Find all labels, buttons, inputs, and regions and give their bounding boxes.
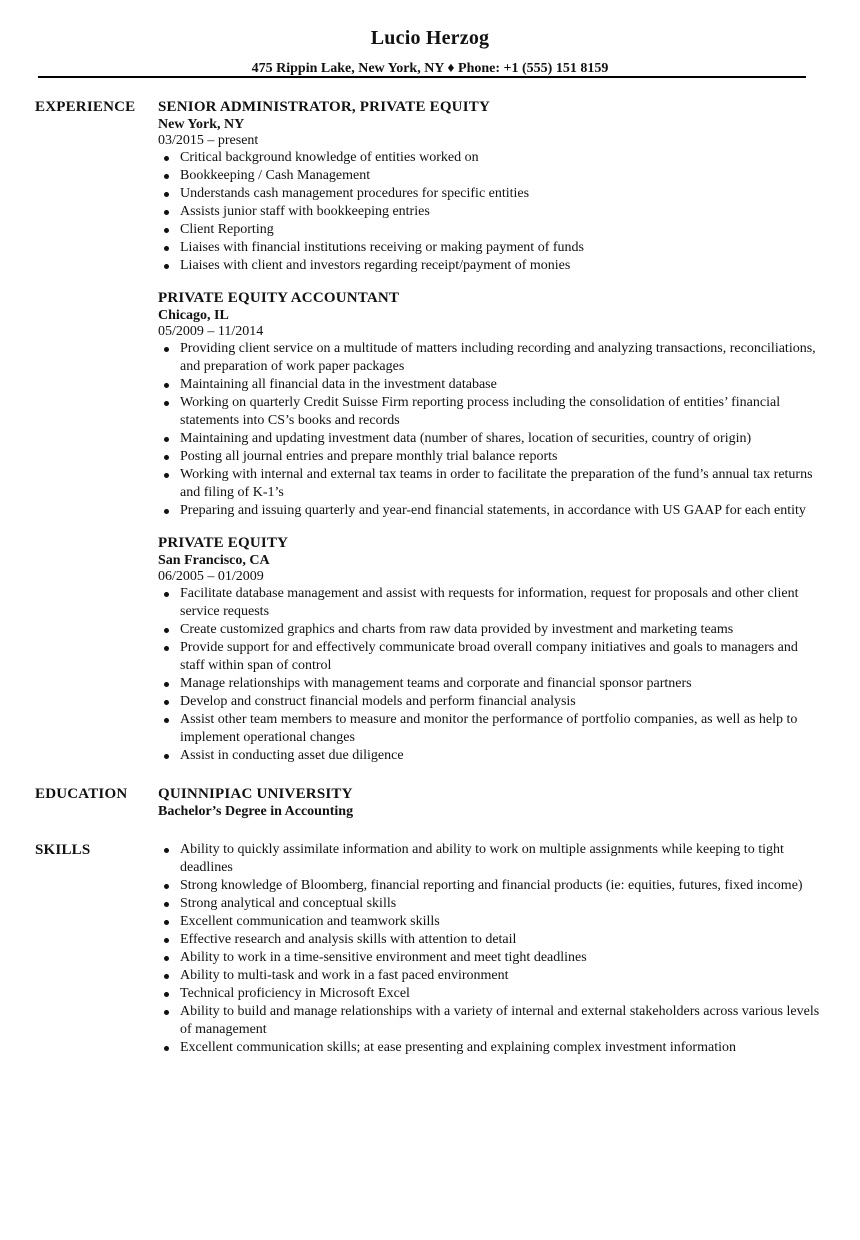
skill-text: Strong knowledge of Bloomberg, financial reporting and financial products (ie: equities, futures, fixed income) bbox=[180, 878, 803, 893]
bullet-item bbox=[158, 340, 820, 376]
bullet-icon bbox=[164, 437, 169, 442]
job-location: San Francisco, CA bbox=[158, 553, 270, 568]
job-dates: 05/2009 – 11/2014 bbox=[158, 324, 264, 339]
education-section bbox=[0, 785, 860, 821]
skill-text: Excellent communication and teamwork skills bbox=[180, 914, 440, 929]
bullet-icon bbox=[164, 1046, 169, 1051]
job-title: PRIVATE EQUITY ACCOUNTANT bbox=[158, 290, 400, 306]
bullet-icon bbox=[164, 628, 169, 633]
bullet-text: Create customized graphics and charts from raw data provided by investment and marketing teams bbox=[180, 622, 734, 637]
job-dates: 06/2005 – 01/2009 bbox=[158, 569, 264, 584]
bullet-item bbox=[158, 167, 820, 185]
bullet-icon bbox=[164, 974, 169, 979]
bullet-text: Assist other team members to measure and monitor the performance of portfolio companies, as well as help to implement operational changes bbox=[180, 712, 798, 745]
bullet-icon bbox=[164, 383, 169, 388]
skill-item bbox=[158, 967, 820, 985]
bullet-icon bbox=[164, 228, 169, 233]
skill-item bbox=[158, 985, 820, 1003]
bullet-text: Assist in conducting asset due diligence bbox=[180, 748, 404, 763]
bullet-item bbox=[158, 585, 820, 621]
resume-body bbox=[0, 98, 860, 1057]
bullet-item bbox=[158, 185, 820, 203]
job-entry bbox=[158, 289, 820, 520]
bullet-text: Providing client service on a multitude of matters including recording and analyzing transactions, reconciliations, and preparation of work paper packages bbox=[180, 341, 816, 374]
contact-line: 475 Rippin Lake, New York, NY ♦ Phone: +1 (555) 151 8159 bbox=[251, 61, 609, 76]
bullet-icon bbox=[164, 264, 169, 269]
skills-heading: SKILLS bbox=[35, 842, 91, 858]
bullet-icon bbox=[164, 700, 169, 705]
bullet-item bbox=[158, 747, 820, 765]
job-bullets bbox=[158, 340, 820, 520]
skill-item bbox=[158, 841, 820, 877]
job-title: PRIVATE EQUITY bbox=[158, 535, 289, 551]
job-location: New York, NY bbox=[158, 117, 245, 132]
bullet-icon bbox=[164, 347, 169, 352]
bullet-icon bbox=[164, 682, 169, 687]
candidate-name: Lucio Herzog bbox=[370, 27, 490, 49]
skill-item bbox=[158, 1039, 820, 1057]
skill-item bbox=[158, 949, 820, 967]
job-entry bbox=[158, 98, 820, 275]
bullet-item bbox=[158, 448, 820, 466]
bullet-item bbox=[158, 221, 820, 239]
bullet-icon bbox=[164, 246, 169, 251]
bullet-text: Understands cash management procedures for specific entities bbox=[180, 186, 530, 201]
bullet-icon bbox=[164, 473, 169, 478]
skill-text: Ability to build and manage relationships with a variety of internal and external stakeholders across various levels of management bbox=[180, 1004, 820, 1037]
skill-text: Technical proficiency in Microsoft Excel bbox=[180, 986, 410, 1001]
bullet-item bbox=[158, 376, 820, 394]
job-location: Chicago, IL bbox=[158, 308, 229, 323]
skill-text: Ability to multi-task and work in a fast paced environment bbox=[180, 968, 509, 983]
bullet-text: Liaises with client and investors regarding receipt/payment of monies bbox=[180, 258, 571, 273]
job-title: SENIOR ADMINISTRATOR, PRIVATE EQUITY bbox=[158, 99, 490, 115]
bullet-text: Maintaining and updating investment data (number of shares, location of securities, country of origin) bbox=[180, 431, 752, 446]
bullet-item bbox=[158, 711, 820, 747]
bullet-icon bbox=[164, 902, 169, 907]
bullet-text: Liaises with financial institutions receiving or making payment of funds bbox=[180, 240, 584, 255]
resume-header bbox=[0, 0, 860, 78]
bullet-text: Maintaining all financial data in the investment database bbox=[180, 377, 497, 392]
bullet-item bbox=[158, 466, 820, 502]
skill-text: Strong analytical and conceptual skills bbox=[180, 896, 397, 911]
skill-item bbox=[158, 931, 820, 949]
bullet-icon bbox=[164, 956, 169, 961]
bullet-item bbox=[158, 203, 820, 221]
skill-text: Ability to work in a time-sensitive environment and meet tight deadlines bbox=[180, 950, 587, 965]
header-divider bbox=[38, 76, 806, 78]
job-bullets bbox=[158, 585, 820, 765]
bullet-icon bbox=[164, 192, 169, 197]
bullet-item bbox=[158, 394, 820, 430]
job-entry bbox=[158, 534, 820, 765]
bullet-icon bbox=[164, 455, 169, 460]
skill-item bbox=[158, 877, 820, 895]
bullet-text: Preparing and issuing quarterly and year-end financial statements, in accordance with US GAAP for each entity bbox=[180, 503, 806, 518]
bullet-icon bbox=[164, 848, 169, 853]
bullet-item bbox=[158, 675, 820, 693]
job-bullets bbox=[158, 149, 820, 275]
bullet-icon bbox=[164, 884, 169, 889]
bullet-text: Working with internal and external tax teams in order to facilitate the preparation of the fund’s annual tax returns and filing of K-1’s bbox=[180, 467, 813, 500]
bullet-item bbox=[158, 149, 820, 167]
bullet-text: Working on quarterly Credit Suisse Firm reporting process including the consolidation of entities’ financial statements into CS’s books and records bbox=[180, 395, 781, 428]
bullet-text: Assists junior staff with bookkeeping entries bbox=[180, 204, 430, 219]
bullet-icon bbox=[164, 718, 169, 723]
bullet-item bbox=[158, 239, 820, 257]
skill-item bbox=[158, 913, 820, 931]
skill-text: Excellent communication skills; at ease presenting and explaining complex investment information bbox=[180, 1040, 736, 1055]
bullet-text: Facilitate database management and assist with requests for information, request for proposals and other client service requests bbox=[180, 586, 799, 619]
skills-list bbox=[158, 841, 820, 1057]
bullet-icon bbox=[164, 920, 169, 925]
bullet-icon bbox=[164, 1010, 169, 1015]
bullet-icon bbox=[164, 174, 169, 179]
bullet-item bbox=[158, 621, 820, 639]
experience-heading: EXPERIENCE bbox=[35, 99, 136, 115]
bullet-item bbox=[158, 430, 820, 448]
bullet-icon bbox=[164, 592, 169, 597]
bullet-item bbox=[158, 639, 820, 675]
bullet-icon bbox=[164, 754, 169, 759]
bullet-item bbox=[158, 693, 820, 711]
skill-text: Ability to quickly assimilate information and ability to work on multiple assignments while keeping to tight deadlines bbox=[180, 842, 784, 875]
experience-section bbox=[0, 98, 860, 765]
school-name: QUINNIPIAC UNIVERSITY bbox=[158, 786, 353, 802]
bullet-icon bbox=[164, 156, 169, 161]
degree-name: Bachelor’s Degree in Accounting bbox=[158, 804, 354, 819]
bullet-item bbox=[158, 257, 820, 275]
bullet-icon bbox=[164, 509, 169, 514]
job-dates: 03/2015 – present bbox=[158, 133, 259, 148]
bullet-icon bbox=[164, 646, 169, 651]
bullet-text: Develop and construct financial models and perform financial analysis bbox=[180, 694, 576, 709]
bullet-icon bbox=[164, 210, 169, 215]
bullet-icon bbox=[164, 938, 169, 943]
skill-item bbox=[158, 895, 820, 913]
bullet-text: Critical background knowledge of entities worked on bbox=[180, 150, 479, 165]
bullet-icon bbox=[164, 401, 169, 406]
bullet-icon bbox=[164, 992, 169, 997]
bullet-text: Manage relationships with management teams and corporate and financial sponsor partners bbox=[180, 676, 692, 691]
bullet-item bbox=[158, 502, 820, 520]
bullet-text: Provide support for and effectively communicate broad overall company initiatives and goals to managers and staff within span of control bbox=[180, 640, 798, 673]
bullet-text: Client Reporting bbox=[180, 222, 274, 237]
bullet-text: Posting all journal entries and prepare monthly trial balance reports bbox=[180, 449, 558, 464]
skill-item bbox=[158, 1003, 820, 1039]
skill-text: Effective research and analysis skills with attention to detail bbox=[180, 932, 517, 947]
skills-section bbox=[0, 841, 860, 1057]
bullet-text: Bookkeeping / Cash Management bbox=[180, 168, 371, 183]
education-heading: EDUCATION bbox=[35, 786, 128, 802]
